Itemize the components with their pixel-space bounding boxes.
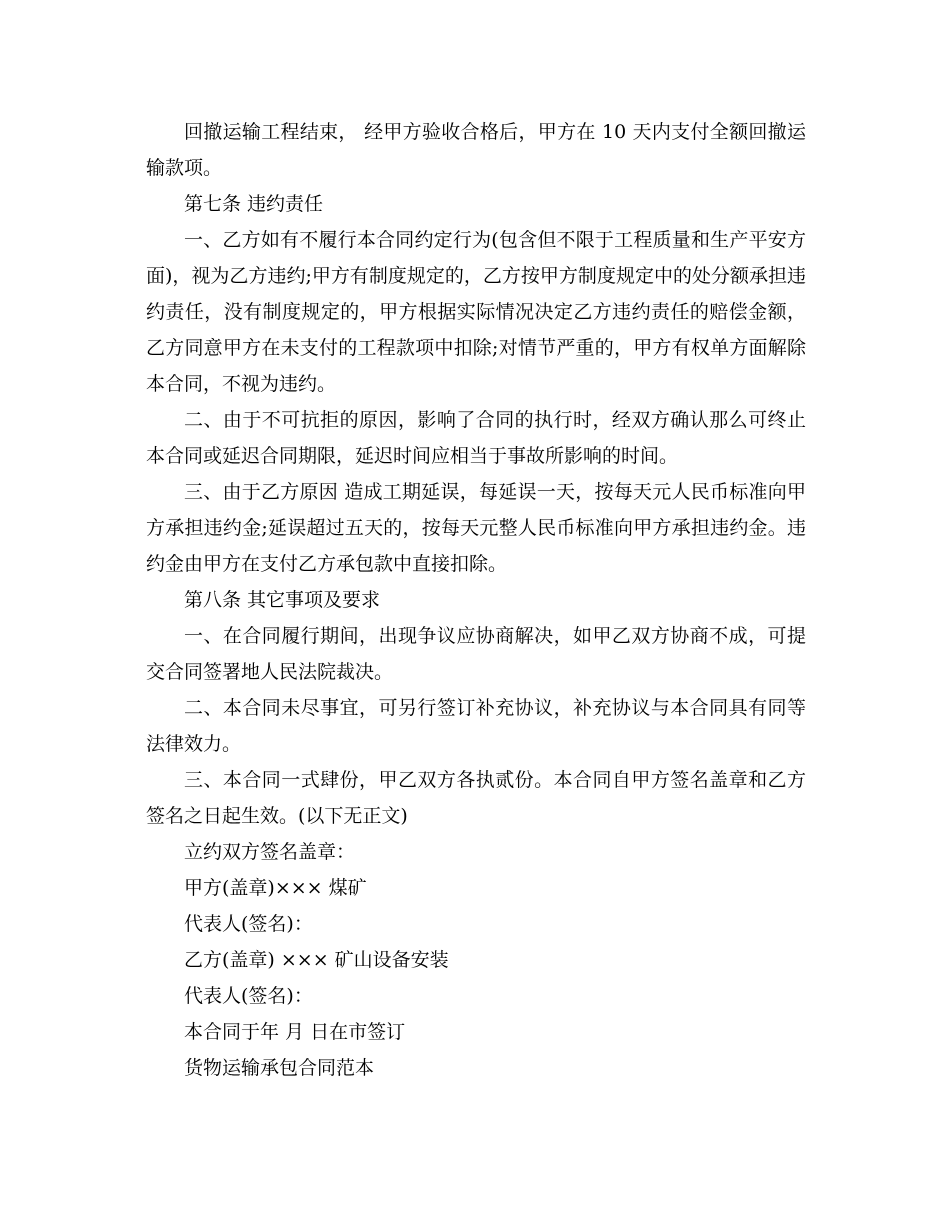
next-document-title: 货物运输承包合同范本 [184,1057,375,1079]
signing-date-line: 本合同于年 月 日在市签订 [184,1021,406,1043]
heading-article-7: 第七条 违约责任 [184,193,324,215]
signature-heading: 立约双方签名盖章： [184,841,356,863]
party-b-representative: 代表人(签名)： [184,985,313,1007]
paragraph-other-3: 三、本合同一式肆份，甲乙双方各执贰份。本合同自甲方签名盖章和乙方签名之日起生效。(以下无正文) [146,769,806,827]
paragraph-payment-terms: 回撤运输工程结束， 经甲方验收合格后，甲方在 10 天内支付全额回撤运输款项。 [146,121,806,179]
paragraph-other-1: 一、在合同履行期间，出现争议应协商解决，如甲乙双方协商不成，可提交合同签署地人民法院裁决。 [146,625,806,683]
party-a-representative: 代表人(签名)： [184,913,313,935]
party-b-seal: 乙方(盖章) ××× 矿山设备安装 [184,949,449,971]
heading-article-8: 第八条 其它事项及要求 [184,589,381,611]
paragraph-breach-3: 三、由于乙方原因 造成工期延误，每延误一天，按每天元人民币标准向甲方承担违约金;延误超过五天的，按每天元整人民币标准向甲方承担违约金。违约金由甲方在支付乙方承包款中直接扣除。 [146,481,806,575]
document-body [146,114,806,1086]
party-a-seal: 甲方(盖章)××× 煤矿 [184,877,367,899]
paragraph-breach-2: 二、由于不可抗拒的原因，影响了合同的执行时，经双方确认那么可终止本合同或延迟合同期限，延迟时间应相当于事故所影响的时间。 [146,409,806,467]
paragraph-other-2: 二、本合同未尽事宜，可另行签订补充协议，补充协议与本合同具有同等法律效力。 [146,697,806,755]
paragraph-breach-1: 一、乙方如有不履行本合同约定行为(包含但不限于工程质量和生产平安方面)，视为乙方违约;甲方有制度规定的，乙方按甲方制度规定中的处分额承担违约责任，没有制度规定的，甲方根据实际情况决定乙方违约责任的赔偿金额， 乙方同意甲方在未支付的工程款项中扣除;对情节严重的，甲方有权单方面解除本合同，不视为违约。 [146,229,806,395]
